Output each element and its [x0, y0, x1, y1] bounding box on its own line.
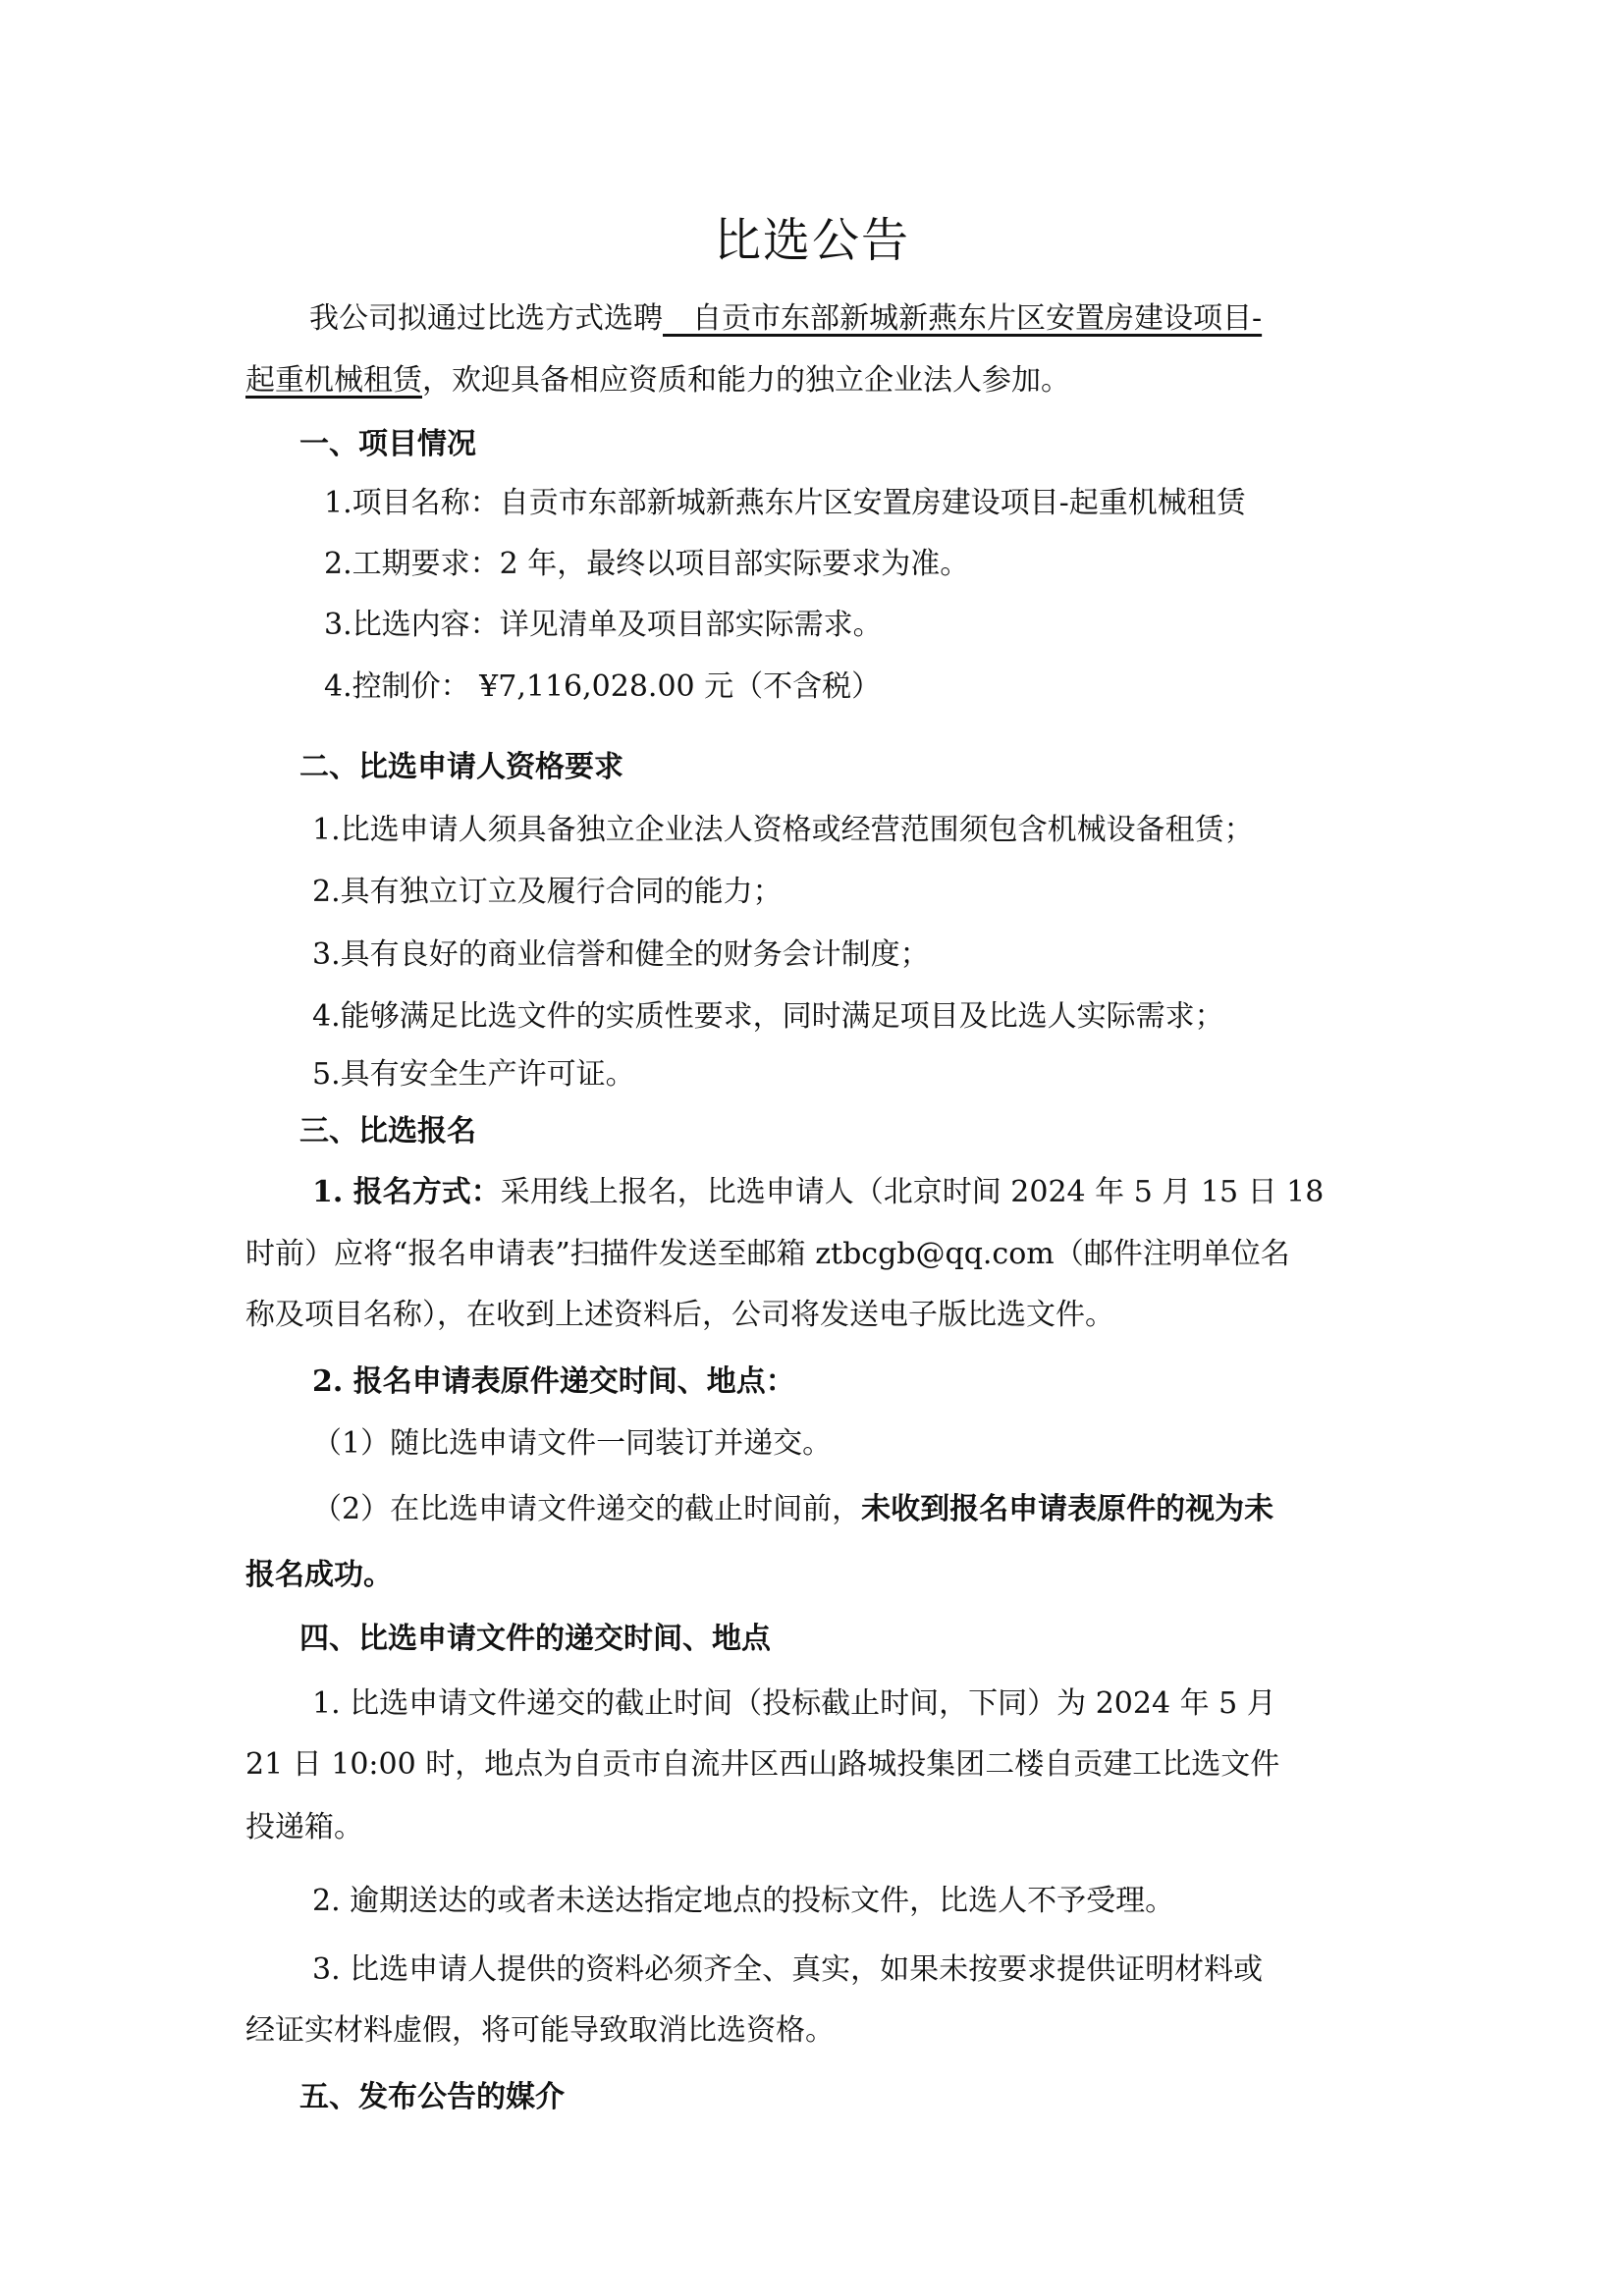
s2-item-2: 2.具有独立订立及履行合同的能力；	[312, 875, 783, 909]
s1-item-1: 1.项目名称：自贡市东部新城新燕东片区安置房建设项目-起重机械租赁	[324, 486, 1246, 520]
page-title: 比选公告	[713, 213, 910, 268]
project-name-underlined-1: 自贡市东部新城新燕东片区安置房建设项目-	[663, 301, 1263, 336]
s3-p2-item-2-bold: 未收到报名申请表原件的视为未	[861, 1492, 1274, 1526]
s3-p2-item-2-line-1	[312, 1490, 1273, 1529]
s3-p2-heading: 2. 报名申请表原件递交时间、地点：	[312, 1364, 795, 1399]
s3-p1-text: 采用线上报名，比选申请人（北京时间 2024 年 5 月 15 日 18	[500, 1175, 1325, 1209]
intro-tail: ，欢迎具备相应资质和能力的独立企业法人参加。	[422, 363, 1070, 398]
s2-item-5: 5.具有安全生产许可证。	[312, 1057, 635, 1092]
s3-p2-item-2-text: （2）在比选申请文件递交的截止时间前，	[312, 1492, 862, 1526]
s1-item-4: 4.控制价： ¥7,116,028.00 元（不含税）	[324, 669, 882, 704]
s4-p1-line-3: 投递箱。	[245, 1810, 363, 1844]
s4-p2: 2. 逾期送达的或者未送达指定地点的投标文件，比选人不予受理。	[312, 1884, 1175, 1918]
intro-text: 我公司拟通过比选方式选聘	[309, 301, 663, 336]
section-2-heading: 二、比选申请人资格要求	[299, 750, 623, 784]
s3-p2-item-2-line-2: 报名成功。	[245, 1558, 393, 1592]
s2-item-1: 1.比选申请人须具备独立企业法人资格或经营范围须包含机械设备租赁；	[312, 813, 1254, 847]
s4-p3-line-1: 3. 比选申请人提供的资料必须齐全、真实，如果未按要求提供证明材料或	[312, 1952, 1264, 1987]
intro-line-2	[245, 361, 1070, 400]
s2-item-4: 4.能够满足比选文件的实质性要求，同时满足项目及比选人实际需求；	[312, 999, 1224, 1034]
project-name-underlined-2: 起重机械租赁	[245, 363, 422, 398]
s4-p3-line-2: 经证实材料虚假，将可能导致取消比选资格。	[245, 2013, 835, 2048]
section-3-heading: 三、比选报名	[299, 1114, 476, 1148]
s3-p1-line-1	[312, 1173, 1324, 1212]
s3-p1-label: 1. 报名方式：	[312, 1175, 501, 1209]
intro-line-1	[309, 299, 1262, 339]
s2-item-3: 3.具有良好的商业信誉和健全的财务会计制度；	[312, 937, 930, 972]
s3-p2-item-1: （1）随比选申请文件一同装订并递交。	[312, 1426, 833, 1461]
section-5-heading: 五、发布公告的媒介	[299, 2080, 565, 2114]
s4-p1-line-1: 1. 比选申请文件递交的截止时间（投标截止时间，下同）为 2024 年 5 月	[312, 1686, 1276, 1721]
s3-p1-line-3: 称及项目名称），在收到上述资料后，公司将发送电子版比选文件。	[245, 1298, 1114, 1332]
s4-p1-line-2: 21 日 10:00 时，地点为自贡市自流井区西山路城投集团二楼自贡建工比选文件	[245, 1747, 1280, 1782]
section-4-heading: 四、比选申请文件的递交时间、地点	[299, 1622, 771, 1656]
s3-p1-line-2: 时前）应将“报名申请表”扫描件发送至邮箱 ztbcgb@qq.com（邮件注明单位名	[245, 1237, 1290, 1271]
s1-item-2: 2.工期要求：2 年，最终以项目部实际要求为准。	[324, 547, 970, 581]
s1-item-3: 3.比选内容：详见清单及项目部实际需求。	[324, 608, 883, 642]
section-1-heading: 一、项目情况	[299, 427, 476, 461]
